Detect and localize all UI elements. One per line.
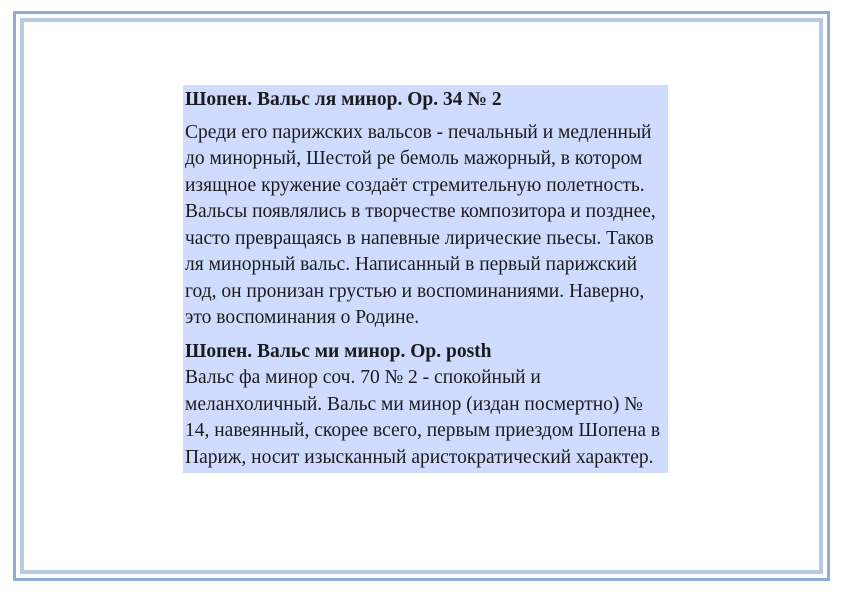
section-1-text: Среди его парижских вальсов - печальный и медленный до минорный, Шестой ре бемоль мажорный, в котором изящное кружение создаёт стремительную полетность. Вальсы появлялись в творчестве композитора и позднее, часто превращаясь в напевные лирические пьесы. Таков ля минорный вальс. Написанный в первый парижский год, он пронизан грустью и воспоминаниями. Наверно, это воспоминания о Родине. [183,120,668,336]
section-1-heading: Шопен. Вальс ля минор. Ор. 34 № 2 [183,85,668,120]
section-2-text: Вальс фа минор соч. 70 № 2 - спокойный и меланхоличный. Вальс ми минор (издан посмертно) № 14, навеянный, скорее всего, первым приездом Шопена в Париж, носит изысканный аристократический характер. [183,365,668,473]
section-2-heading: Шопен. Вальс ми минор. Ор. posth [183,336,668,366]
text-block [183,85,668,473]
